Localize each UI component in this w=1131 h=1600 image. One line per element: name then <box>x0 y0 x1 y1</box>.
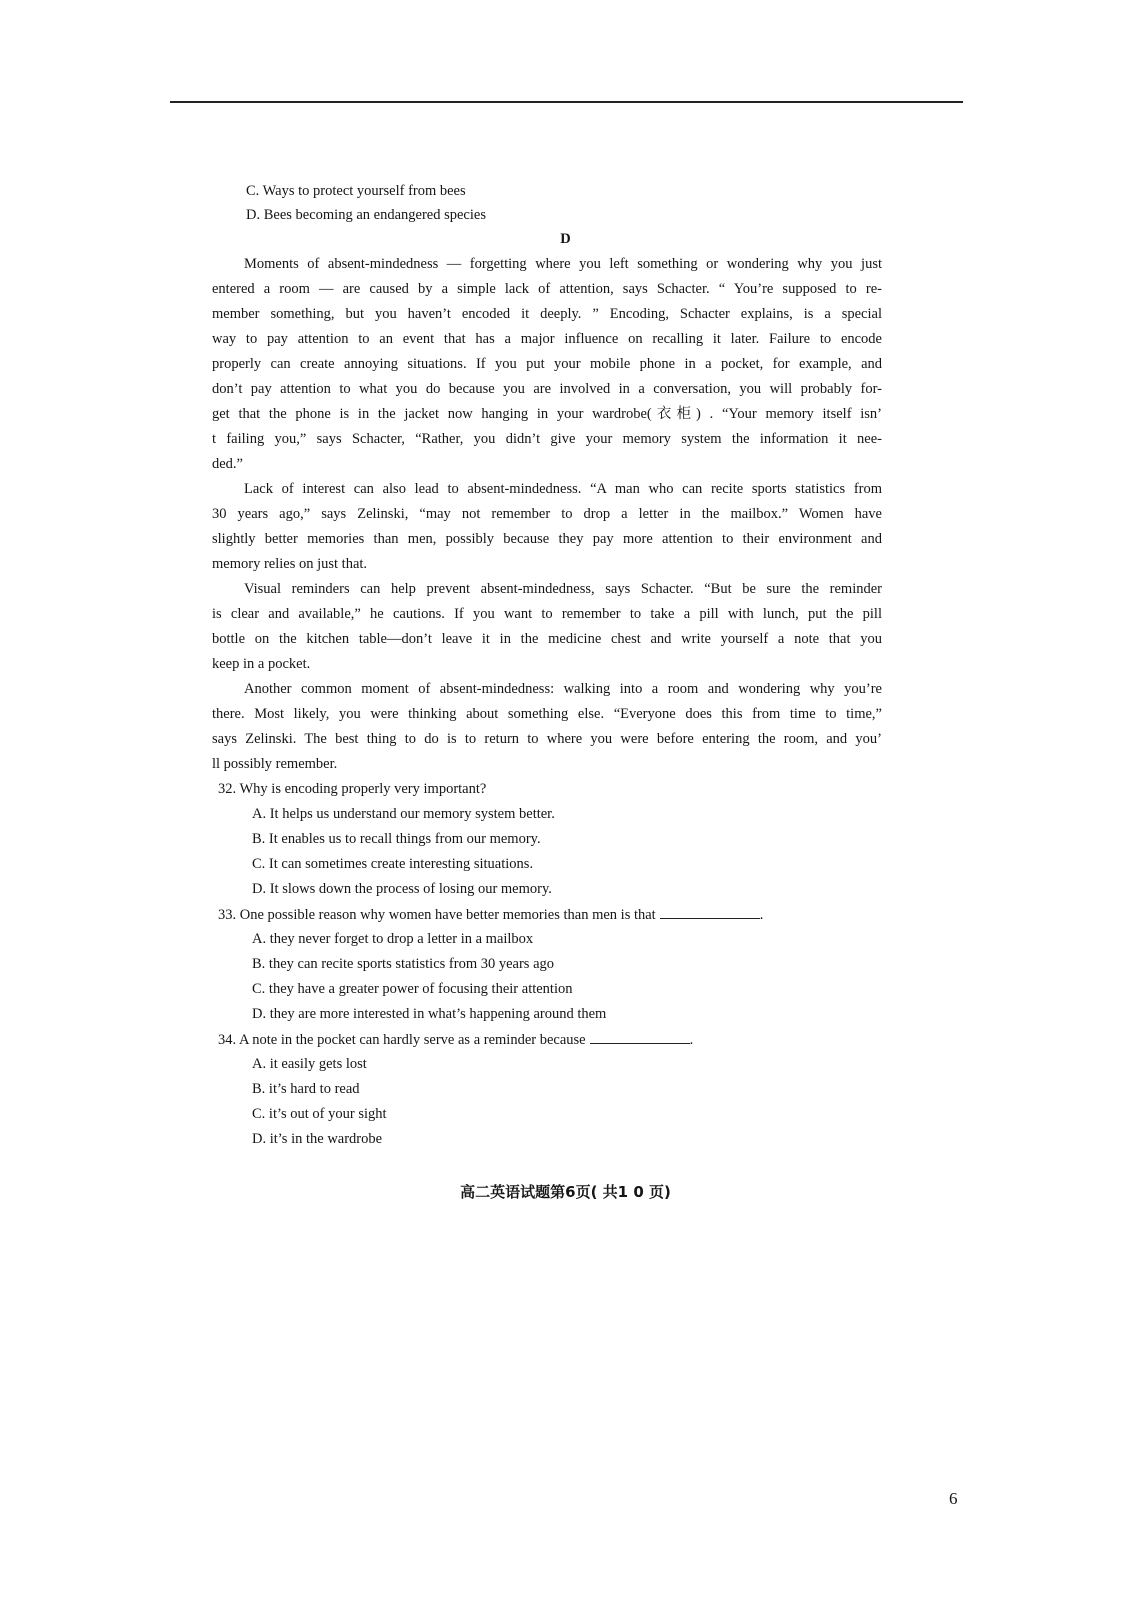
question-34-period: . <box>689 1032 694 1048</box>
paragraph-line: t failing you,” says Schacter, “Rather, you didn’t give your memory system the information it nee- <box>212 431 882 447</box>
paragraph-line: says Zelinski. The best thing to do is to return to where you were before entering the room, and you’ <box>212 731 882 747</box>
question-33-option-b: B. they can recite sports statistics from 30 years ago <box>252 956 555 972</box>
paragraph-line: member something, but you haven’t encoded it deeply. ” Encoding, Schacter explains, is a special <box>212 306 882 322</box>
paragraph-line: is clear and available,” he cautions. If you want to remember to take a pill with lunch, put the pill <box>212 606 882 622</box>
question-34 <box>218 1029 908 1050</box>
question-33-option-c: C. they have a greater power of focusing their attention <box>252 981 573 997</box>
question-33-period: . <box>759 907 764 923</box>
answer-blank <box>590 1029 690 1044</box>
page-footer: 高二英语试题第6页( 共1 0 页) <box>460 1183 671 1201</box>
paragraph-line: there. Most likely, you were thinking about something else. “Everyone does this from time to time,” <box>212 706 882 722</box>
question-34-text: 34. A note in the pocket can hardly serve as a reminder because <box>218 1032 586 1048</box>
paragraph-line: slightly better memories than men, possibly because they pay more attention to their environment and <box>212 531 882 547</box>
question-33-option-d: D. they are more interested in what’s happening around them <box>252 1006 607 1022</box>
paragraph-line: ll possibly remember. <box>212 756 338 772</box>
paragraph-line: Visual reminders can help prevent absent-mindedness, says Schacter. “But be sure the reminder <box>244 581 882 597</box>
question-34-option-d: D. it’s in the wardrobe <box>252 1131 383 1147</box>
answer-blank <box>660 904 760 919</box>
paragraph-line: Lack of interest can also lead to absent-mindedness. “A man who can recite sports statistics from <box>244 481 882 497</box>
question-33-option-a: A. they never forget to drop a letter in a mailbox <box>252 931 534 947</box>
question-34-option-c: C. it’s out of your sight <box>252 1106 387 1122</box>
paragraph-line: keep in a pocket. <box>212 656 311 672</box>
paragraph-line: properly can create annoying situations. If you put your mobile phone in a pocket, for example, and <box>212 356 882 372</box>
paragraph-line: get that the phone is in the jacket now hanging in your wardrobe(衣柜) . “Your memory itself isn’ <box>212 406 882 422</box>
question-33-text: 33. One possible reason why women have better memories than men is that <box>218 907 656 923</box>
paragraph-line: Moments of absent-mindedness — forgetting where you left something or wondering why you just <box>244 256 882 272</box>
paragraph-line: bottle on the kitchen table—don’t leave it in the medicine chest and write yourself a note that you <box>212 631 882 647</box>
paragraph-line: way to pay attention to an event that has a major influence on recalling it later. Failure to encode <box>212 331 882 347</box>
question-32-option-a: A. It helps us understand our memory system better. <box>252 806 555 822</box>
top-rule <box>170 101 963 103</box>
question-32-option-c: C. It can sometimes create interesting situations. <box>252 856 534 872</box>
option-d-prev: D. Bees becoming an endangered species <box>246 207 486 223</box>
paragraph-line: entered a room — are caused by a simple lack of attention, says Schacter. “ You’re supposed to re- <box>212 281 882 297</box>
question-32-option-b: B. It enables us to recall things from our memory. <box>252 831 541 847</box>
question-32-option-d: D. It slows down the process of losing our memory. <box>252 881 552 897</box>
section-heading: D <box>560 231 571 247</box>
question-34-option-a: A. it easily gets lost <box>252 1056 367 1072</box>
question-34-option-b: B. it’s hard to read <box>252 1081 360 1097</box>
question-32: 32. Why is encoding properly very important? <box>218 781 487 797</box>
paragraph-line: ded.” <box>212 456 243 472</box>
paragraph-line: Another common moment of absent-mindedness: walking into a room and wondering why you’re <box>244 681 882 697</box>
option-c-prev: C. Ways to protect yourself from bees <box>246 183 466 199</box>
paragraph-line: don’t pay attention to what you do because you are involved in a conversation, you will probably for- <box>212 381 882 397</box>
paragraph-line: memory relies on just that. <box>212 556 368 572</box>
question-33 <box>218 904 908 925</box>
page-number: 6 <box>949 1489 958 1508</box>
paragraph-line: 30 years ago,” says Zelinski, “may not remember to drop a letter in the mailbox.” Women have <box>212 506 882 522</box>
